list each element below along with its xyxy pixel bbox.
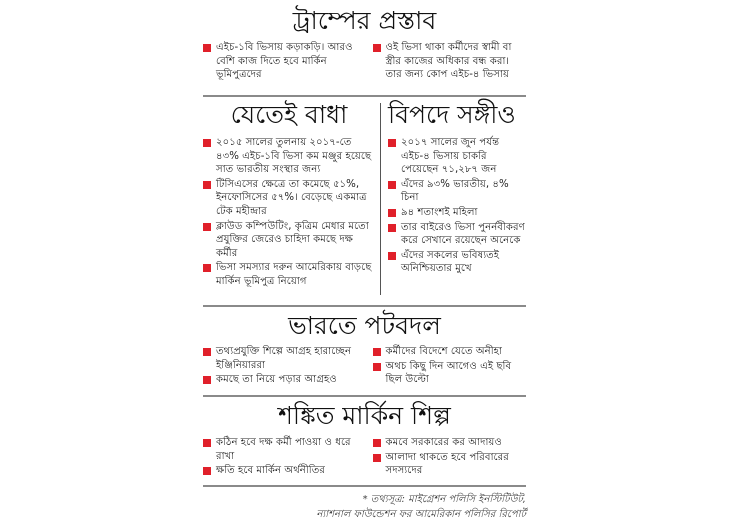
list-item (388, 136, 526, 177)
bullet-square-icon (203, 264, 211, 272)
section-title-partners-in-danger: বিপদে সঙ্গীও (388, 100, 516, 129)
section1-right-list (365, 41, 527, 83)
list-item (388, 178, 526, 205)
bullet-square-icon (388, 139, 396, 147)
list-item (388, 221, 526, 248)
column-divider (380, 103, 381, 295)
list-item-text: এঁদের সকলের ভবিষ্যতই অনিশ্চিয়তার মুখে (401, 249, 500, 275)
list-item-text: এঁদের ৯৩% ভারতীয়, ৪% চিনা (401, 178, 509, 204)
bullet-square-icon (203, 439, 211, 447)
list-item (203, 373, 357, 387)
list-item-text: আলাদা থাকতে হবে পরিবারের সদস্যদের (385, 451, 509, 477)
bullet-square-icon (203, 376, 211, 384)
section1-columns (203, 41, 526, 83)
list-item (203, 41, 357, 82)
list-item (388, 249, 526, 276)
infographic-panel (203, 0, 526, 526)
bullet-square-icon (203, 181, 211, 189)
list-item-text: ২০১৭ সালের জুন পর্যন্ত এইচ-৪ ভিসায় চাকরি পেয়েছেন ৭১,২৮৭ জন (401, 137, 500, 176)
list-item (388, 206, 526, 220)
list-item (203, 345, 357, 372)
list-item-text: ক্লাউড কম্পিউটিং, কৃত্রিম মেধার মতো প্রযুক্তির জেরেও চাহিদা কমছে দক্ষ কর্মীর (216, 220, 369, 259)
bullet-square-icon (203, 348, 211, 356)
list-item-text: তথ্যপ্রযুক্তি শিল্পে আগ্রহ হারাচ্ছেন ইঞ্জিনিয়াররা (216, 346, 352, 371)
bullet-square-icon (373, 439, 381, 447)
list-item-text: কঠিন হবে দক্ষ কর্মী পাওয়া ও ধরে রাখা (216, 437, 351, 462)
section3-list (388, 136, 526, 276)
list-item-text: এইচ-১বি ভিসায় কড়াকড়ি। আরও বেশি কাজ দিতে হবে মার্কিন ভূমিপুত্রদের (216, 42, 353, 81)
bullet-square-icon (203, 467, 211, 475)
bullet-square-icon (373, 44, 381, 52)
list-item (203, 464, 357, 478)
list-item-text: ক্ষতি হবে মার্কিন অর্থনীতির (216, 465, 325, 477)
list-item-text: ২০১৫ সালের তুলনায় ২০১৭-তে ৪৩% এইচ-১বি ভিসা কম মঞ্জুর হয়েছে সাত ভারতীয় সংস্থার জন্য (216, 137, 372, 176)
list-item (373, 41, 527, 82)
list-item (203, 436, 357, 463)
section4-columns (203, 345, 526, 388)
list-item-text: তার বাইরেও ভিসা পুনর্নবীকরণ করে সেখানে রয়েছেন অনেকে (401, 221, 525, 247)
list-item-text: কমবে সরকারের কর আদায়ও (385, 437, 502, 448)
bullet-square-icon (203, 223, 211, 231)
list-item-text: কর্মীদের বিদেশে যেতে অনীহা (385, 346, 502, 357)
list-item (373, 345, 527, 359)
section4-left-list (203, 345, 365, 388)
list-item-text: ভিসা সমস্যার দরুন আমেরিকায় বাড়ছে মার্কিন ভূমিপুত্র নিয়োগ (216, 262, 372, 287)
list-item-text: ৯৪ শতাংশই মহিলা (401, 206, 478, 218)
section5-right-list (365, 436, 527, 479)
bullet-square-icon (373, 454, 381, 462)
bullet-square-icon (388, 209, 396, 217)
separator-line (203, 95, 526, 97)
section-title-trump-proposal: ট্রাম্পের প্রস্তাব (292, 6, 437, 35)
list-item-text: অথচ কিছু দিন আগেও এই ছবি ছিল উল্টো (385, 360, 512, 386)
section-title-worried-us-industry: শঙ্কিত মার্কিন শিল্প (278, 401, 451, 430)
separator-line (203, 395, 526, 397)
section5-columns (203, 436, 526, 479)
section5-left-list (203, 436, 365, 479)
list-item-text: কমছে তা নিয়ে পড়ার আগ্রহও (216, 374, 337, 386)
bullet-square-icon (388, 181, 396, 189)
list-item (203, 261, 375, 288)
bullet-square-icon (203, 44, 211, 52)
section2-list (203, 136, 375, 289)
list-item-text: টিসিএসের ক্ষেত্রে তা কমেছে ৫১%, ইনফোসিসের ৫৭%। বেড়েছে একমাত্র টেক মহীন্দ্রার (216, 178, 367, 217)
source-line-2: ন্যাশনাল ফাউন্ডেশন ফর আমেরিকান পলিসির রিপোর্ট (316, 509, 526, 520)
section-partners-in-danger (388, 100, 526, 277)
list-item (373, 360, 527, 387)
separator-line (203, 485, 526, 487)
section-title-obstacles: যেতেই বাধা (230, 100, 348, 129)
bullet-square-icon (388, 224, 396, 232)
section4-right-list (365, 345, 527, 388)
bullet-square-icon (373, 363, 381, 371)
list-item (373, 451, 527, 478)
bullet-square-icon (388, 252, 396, 260)
section-obstacles (203, 100, 375, 290)
separator-line (203, 305, 526, 307)
source-line-1: * তথ্যসূত্র: মাইগ্রেশন পলিসি ইনস্টিটিউট, (362, 494, 526, 505)
list-item (203, 136, 375, 177)
list-item (373, 436, 527, 450)
list-item (203, 178, 375, 219)
bullet-square-icon (203, 139, 211, 147)
section-title-change-in-india: ভারতে পটবদল (288, 311, 441, 340)
section1-left-list (203, 41, 365, 83)
source-credit (316, 492, 526, 522)
bullet-square-icon (373, 348, 381, 356)
list-item (203, 220, 375, 261)
list-item-text: ওই ভিসা থাকা কর্মীদের স্বামী বা স্ত্রীর কাজের অধিকার বন্ধ করা। তার জন্য কোপ এইচ-৪ ভিসায় (385, 42, 512, 81)
